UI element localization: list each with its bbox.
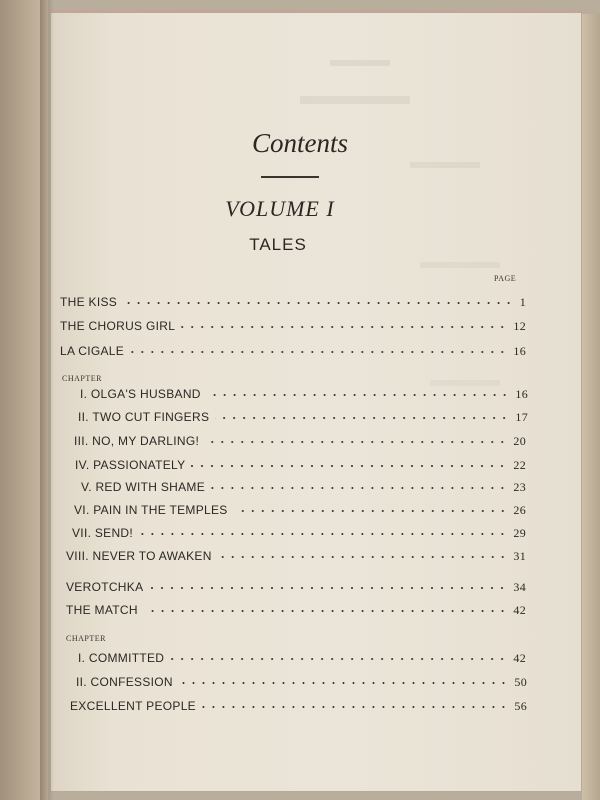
entry-page: 56: [514, 699, 527, 713]
show-through-mark: [300, 96, 410, 104]
entry-title: THE MATCH: [66, 603, 138, 617]
entry-title: I. COMMITTED: [78, 651, 165, 665]
dot-leader: [181, 326, 507, 328]
chapter-header: CHAPTER: [62, 374, 102, 383]
toc-entry[interactable]: [74, 434, 526, 449]
entry-page: 29: [513, 526, 526, 540]
dot-leader: [179, 682, 509, 684]
entry-page: 12: [513, 319, 526, 333]
volume-heading: VOLUME I: [225, 196, 335, 221]
dot-leader: [234, 510, 508, 512]
entry-page: 34: [513, 580, 526, 594]
toc-entry[interactable]: [60, 295, 526, 310]
entry-title: VI. PAIN IN THE TEMPLES: [74, 503, 228, 517]
dot-leader: [205, 441, 507, 443]
toc-entry[interactable]: [72, 526, 526, 541]
entry-page: 20: [513, 434, 526, 448]
dot-leader: [149, 587, 507, 589]
dot-leader: [207, 394, 510, 396]
entry-title: IV. PASSIONATELY: [75, 458, 186, 472]
entry-page: 26: [513, 503, 526, 517]
entry-title: VEROTCHKA: [66, 580, 144, 594]
entry-page: 50: [514, 675, 527, 689]
toc-entry[interactable]: [75, 458, 526, 473]
dot-leader: [123, 302, 514, 304]
toc-entry[interactable]: [70, 699, 527, 714]
dot-leader: [218, 556, 508, 558]
show-through-mark: [420, 262, 500, 268]
dot-leader: [170, 658, 507, 660]
entry-page: 16: [513, 344, 526, 358]
show-through-mark: [330, 60, 390, 66]
dot-leader: [211, 487, 507, 489]
section-heading: TALES: [249, 235, 307, 254]
title-rule: [261, 176, 319, 178]
dot-leader: [191, 465, 507, 467]
show-through-mark: [410, 162, 480, 168]
toc-entry[interactable]: [66, 580, 526, 595]
entry-title: EXCELLENT PEOPLE: [70, 699, 196, 713]
toc-entry[interactable]: [60, 319, 526, 334]
dot-leader: [144, 610, 508, 612]
dot-leader: [130, 351, 507, 353]
dot-leader: [202, 706, 508, 708]
entry-page: 23: [513, 480, 526, 494]
dot-leader: [139, 533, 507, 535]
page-column-header: PAGE: [494, 274, 517, 283]
entry-title: THE KISS: [60, 295, 118, 309]
dot-leader: [215, 417, 509, 419]
chapter-header: CHAPTER: [66, 634, 106, 643]
toc-entry[interactable]: [66, 549, 526, 564]
entry-title: III. NO, MY DARLING!: [74, 434, 200, 448]
entry-page: 42: [513, 651, 526, 665]
toc-entry[interactable]: [60, 344, 526, 359]
entry-title: VIII. NEVER TO AWAKEN: [66, 549, 212, 563]
entry-title: I. OLGA'S HUSBAND: [80, 387, 201, 401]
entry-title: II. CONFESSION: [76, 675, 173, 689]
entry-title: V. RED WITH SHAME: [81, 480, 206, 494]
toc-entry[interactable]: [78, 651, 526, 666]
entry-page: 31: [513, 549, 526, 563]
entry-page: 1: [519, 295, 526, 309]
entry-page: 17: [515, 410, 528, 424]
contents-title: Contents: [251, 128, 348, 158]
show-through-mark: [430, 380, 500, 386]
entry-page: 22: [513, 458, 526, 472]
book-gutter: [40, 0, 54, 800]
toc-entry[interactable]: [66, 603, 526, 618]
entry-page: 42: [513, 603, 526, 617]
entry-title: THE CHORUS GIRL: [60, 319, 176, 333]
entry-title: LA CIGALE: [60, 344, 125, 358]
toc-entry[interactable]: [76, 675, 527, 690]
toc-entry[interactable]: [81, 480, 526, 495]
entry-title: II. TWO CUT FINGERS: [78, 410, 210, 424]
entry-title: VII. SEND!: [72, 526, 134, 540]
toc-entry[interactable]: [78, 410, 528, 425]
toc-entry[interactable]: [80, 387, 528, 402]
entry-page: 16: [515, 387, 528, 401]
toc-entry[interactable]: [74, 503, 526, 518]
